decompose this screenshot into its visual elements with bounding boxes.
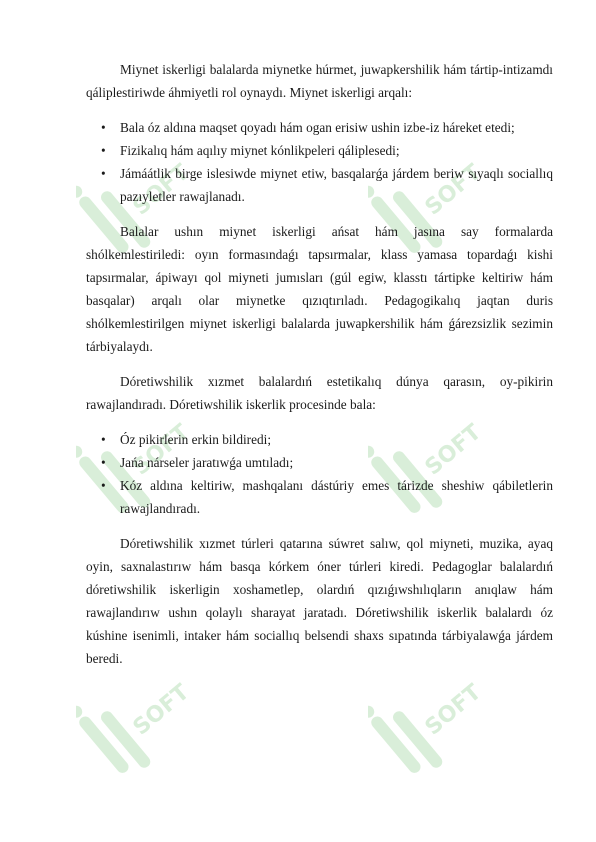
svg-text:SOFT: SOFT <box>128 419 186 481</box>
bullet-icon: • <box>101 120 106 135</box>
list-item <box>86 139 553 162</box>
list-item <box>86 116 553 139</box>
bullet-list <box>86 116 553 208</box>
list-item-text: Kóz aldına keltiriw, mashqalanı dástúriy emes tárizde sheshiw qábiletlerin rawajlandıradı. <box>120 478 553 516</box>
watermark-logo <box>368 670 478 800</box>
svg-text:SOFT: SOFT <box>128 159 186 221</box>
bullet-icon: • <box>101 455 106 470</box>
list-item <box>86 474 553 520</box>
list-item <box>86 162 553 208</box>
svg-text:SOFT: SOFT <box>420 159 478 221</box>
list-item-text: Óz pikirlerin erkin bildiredi; <box>120 432 272 447</box>
bullet-icon: • <box>101 432 106 447</box>
bullet-list <box>86 428 553 520</box>
bullet-icon: • <box>101 143 106 158</box>
watermark-icon <box>76 670 186 800</box>
paragraph: Dóretiwshilik xızmet balalardıń estetikalıq dúnya qarasın, oy-pikirin rawajlandıradı. Dóretiwshilik iskerlik procesinde bala: <box>86 374 553 412</box>
svg-text:SOFT: SOFT <box>128 679 186 741</box>
paragraph: Dóretiwshilik xızmet túrleri qatarına súwret salıw, qol miyneti, muzika, ayaq oyin, saxnalastırıw hám basqa kórkem óner túrleri kiredi. Pedagoglar balalardıń dóretiwshilik iskerligin xoshametlep, olardıń qızıǵıwshılıqların anıqlaw hám rawajlandırıw ushın qolaylı sharayat jaratadı. Dóretiwshilik iskerlik balalardı óz kúshine isenimli, intaker hám sociallıq belsendi shaxs sıpatında tárbiyalawǵa járdem beredi. <box>86 536 553 666</box>
watermark-logo <box>76 670 186 800</box>
bullet-icon: • <box>101 166 106 181</box>
paragraph: Balalar ushın miynet iskerligi ańsat hám jasına say formalarda shólkemlestiriledi: oyın formasındaǵı tapsırmalar, klass yamasa topardaǵı kishi tapsırmalar, ápiwayı qol miyneti jumısları (gúl egiw, klasstı tártipke keltiriw hám basqalar) arqalı olar miynetke qızıqtırıladı. Pedagogikalıq jaqtan duris shólkemlestirilgen miynet iskerligi balalarda juwapkershilik hám ǵárezsizlik sezimin tárbiyalaydı. <box>86 224 553 354</box>
list-item-text: Jámáátlik birge islesiwde miynet etiw, basqalarǵa járdem beriw sıyaqlı sociallıq pazıyletler rawajlanadı. <box>120 166 553 204</box>
bullet-icon: • <box>101 478 106 493</box>
list-item-text: Bala óz aldına maqset qoyadı hám ogan erisiw ushin izbe-iz háreket etedi; <box>120 120 515 135</box>
paragraph: Miynet iskerligi balalarda miynetke húrmet, juwapkershilik hám tártip-intizamdı qáliplestiriwde áhmiyetli rol oynaydı. Miynet iskerligi arqalı: <box>86 62 553 100</box>
list-item <box>86 451 553 474</box>
document-body <box>86 58 553 670</box>
svg-text:SOFT: SOFT <box>420 679 478 741</box>
list-item-text: Jańa nárseler jaratıwǵa umtıladı; <box>120 455 294 470</box>
list-item-text: Fizikalıq hám aqılıy miynet kónlikpeleri qáliplesedi; <box>120 143 400 158</box>
list-item <box>86 428 553 451</box>
watermark-icon <box>368 670 478 800</box>
svg-text:SOFT: SOFT <box>420 419 478 481</box>
